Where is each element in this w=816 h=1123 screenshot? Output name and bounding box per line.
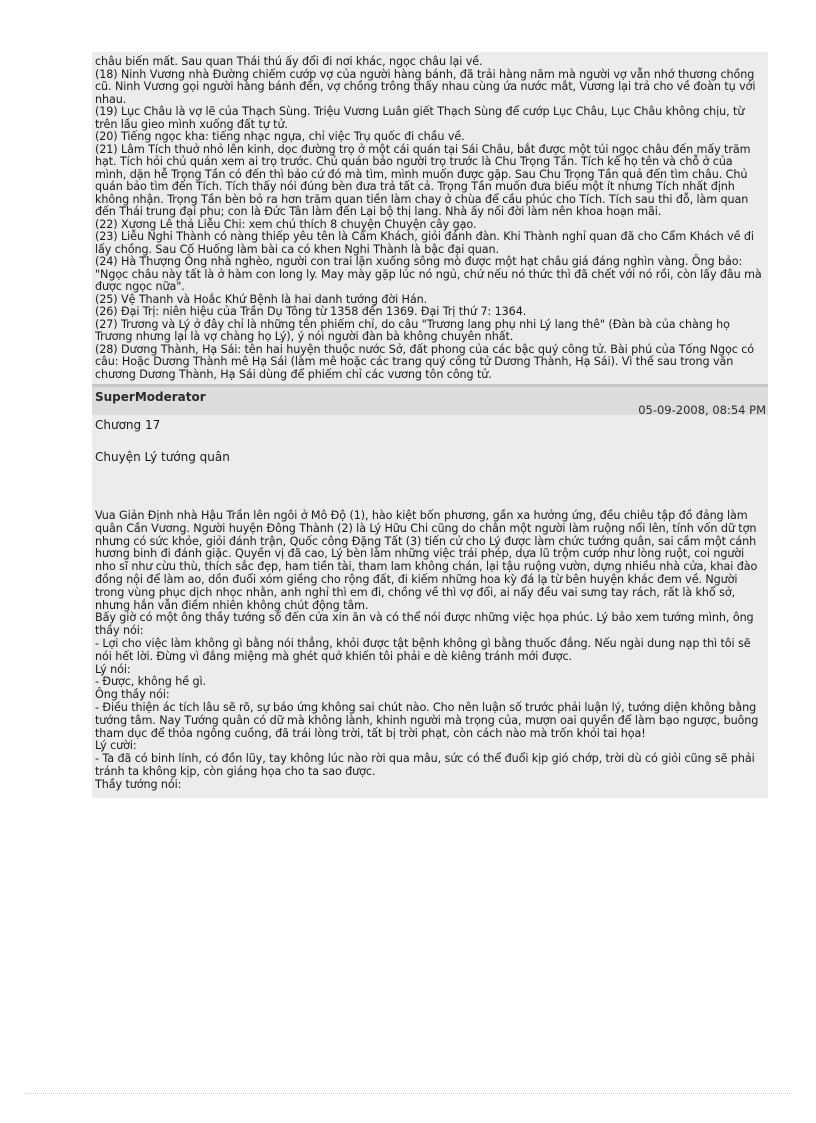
story-text: [95, 510, 766, 792]
post-author-name[interactable]: SuperModerator: [95, 390, 206, 404]
forum-content-panel: [92, 52, 768, 798]
chapter-heading: Chương 17: [95, 418, 161, 432]
footnote-paragraph: (24) Hà Thượng Ông nhà nghèo, người con trai lặn xuống sông mò được một hạt châu giá đáng nghìn vàng. Ông bảo: "Ngọc châu này tất là ở hàm con long ly. May mày gặp lúc nó ngủ, chứ nếu nó thức thì đã chết với nó rồi, còn lấy đâu mà được ngọc nữa".: [95, 255, 762, 293]
footnote-paragraph: (27) Trương và Lý ở đây chỉ là những tên phiếm chỉ, do câu "Trương lang phụ nhi Lý lang thê" (Đàn bà của chàng họ Trương nhưng lại là vợ chàng họ Lý), ý nói người đàn bà không chuyên nhất.: [95, 317, 730, 343]
footnote-paragraph: châu biến mất. Sau quan Thái thú ấy đổi đi nơi khác, ngọc châu lại về.: [95, 55, 483, 68]
post-date: 05-09-2008, 08:54 PM: [638, 403, 766, 417]
footnote-paragraph: (20) Tiếng ngọc kha: tiếng nhạc ngựa, chỉ việc Trụ quốc đi chầu về.: [95, 130, 465, 143]
page-footer-divider: [24, 1093, 792, 1094]
story-paragraph: - Lợi cho việc làm không gì bằng nói thẳng, khỏi được tật bệnh không gì bằng thuốc đắng. Nếu ngài dung nạp thì tôi sẽ nói hết lời. Đừng vì đắng miệng mà ghét quở khiến tôi phải e dè kiêng tránh mới được.: [95, 636, 751, 663]
footnote-paragraph: (21) Lâm Tích thuở nhỏ lên kinh, dọc đường trọ ở một cái quán tại Sái Châu, bắt được một túi ngọc châu đến mấy trăm hạt. Tích hỏi chủ quán xem ai trọ trước. Chủ quán bảo người trọ trước là Chu Trọng Tần. Tích kể họ tên và chỗ ở của mình, dặn hễ Trọng Tần có đến thì bảo cứ đó mà tìm, mình muốn được gặp. Sau Chu Trọng Tần quả đến tìm châu. Chủ quán bảo tìm đến Tích. Tích thấy nói đúng bèn đưa trả tất cả. Trọng Tần muốn đưa biếu một ít nhưng Tích nhất định không nhận. Trọng Tần bèn bỏ ra hơn trăm quan tiền làm chay ở chùa để cầu phúc cho Tích. Tích sau thi đỗ, làm quan đến Thái trung đại phu; con là Đức Tân làm đến Lại bộ thị lang. Nhà ấy nối đời làm nên khoa hoạn mãi.: [95, 142, 751, 218]
story-paragraph: Bấy giờ có một ông thầy tướng số đến cửa xin ăn và có thể nói được những việc họa phúc. Lý bảo xem tướng mình, ông thầy nói:: [95, 611, 754, 638]
footnote-paragraph: (23) Liễu Nghi Thành có nàng thiếp yêu tên là Cẩm Khách, giỏi đánh đàn. Khi Thành nghỉ quan đã cho Cẩm Khách về đi lấy chồng. Sau Cố Huống làm bài ca có khen Nghi Thành là bậc đại quan.: [95, 230, 754, 256]
footnote-paragraph: (19) Lục Châu là vợ lẽ của Thạch Sùng. Triệu Vương Luân giết Thạch Sùng để cướp Lục Châu, Lục Châu không chịu, từ trên lầu gieo mình xuống đất tự tử.: [95, 105, 745, 131]
story-paragraph: Lý nói:: [95, 662, 131, 676]
story-paragraph: Thầy tướng nói:: [95, 777, 182, 791]
story-paragraph: - Được, không hề gì.: [95, 675, 206, 689]
story-paragraph: Vua Giản Định nhà Hậu Trần lên ngôi ở Mô Độ (1), hào kiệt bốn phương, gần xa hưởng ứng, đều chiêu tập đồ đảng làm quân Cần Vương. Người huyện Đông Thành (2) là Lý Hữu Chi cũng do chân một người làm ruộng nổi lên, tính vốn dữ tợn nhưng có sức khỏe, giỏi đánh trận, Quốc công Đặng Tất (3) tiến cử cho Lý được làm chức tướng quân, sai cầm một cánh hương binh đi đánh giặc. Quyền vị đã cao, Lý bèn làm những việc trái phép, dựa lũ trộm cướp như lòng ruột, coi người nho sĩ như cừu thù, thích sắc đẹp, ham tiền tài, tham lam không chán, lại tậu ruộng vườn, dựng nhiều nhà cửa, khai đào đồng nội để làm ao, dồn đuổi xóm giềng cho rộng đất, đi kiếm những hoa kỳ đá lạ từ bên huyện khác đem về. Người trong vùng phục dịch nhọc nhằn, anh nghỉ thì em đi, chồng về thì vợ đổi, ai nấy đều vai sưng tay rách, rất là khổ sở, nhưng hắn vẫn điềm nhiên không chút động tâm.: [95, 509, 758, 612]
story-paragraph: Lý cười:: [95, 739, 137, 753]
story-paragraph: Ông thầy nói:: [95, 688, 170, 702]
story-paragraph: - Điều thiện ác tích lâu sẽ rõ, sự báo ứng không sai chút nào. Cho nên luận số trước phải luận lý, tướng diện không bằng tướng tâm. Nay Tướng quân có dữ mà không lành, khinh người mà trọng của, mượn oai quyền để làm bạo ngược, buông tham dục để thỏa ngông cuồng, đã trái lòng trời, tất bị trời phạt, còn cách nào mà trốn khỏi tai họa!: [95, 700, 759, 740]
footnote-paragraph: (28) Dương Thành, Hạ Sái: tên hai huyện thuộc nước Sở, đất phong của các bậc quý công tử. Bài phú của Tống Ngọc có câu: Hoặc Dương Thành mê Hạ Sái (làm mê hoặc các trang quý công tử Dương Thành, Hạ Sái). Vì thế sau trong văn chương Dương Thành, Hạ Sái dùng để phiếm chỉ các vương tôn công tử.: [95, 342, 755, 381]
story-title: Chuyện Lý tướng quân: [95, 450, 230, 464]
story-paragraph: - Ta đã có binh lính, có đồn lũy, tay không lúc nào rời qua mâu, sức có thể đuổi kịp gió chớp, trời dù có giỏi cũng sẽ phải tránh ta không kịp, còn giáng họa cho ta sao được.: [95, 752, 755, 778]
post-body: [92, 415, 768, 798]
post-header: [92, 384, 768, 415]
footnote-paragraph: (22) Xương Lê thả Liễu Chi: xem chú thích 8 chuyện Chuyện cây gạo.: [95, 217, 477, 231]
footnote-paragraph: (26) Đại Trị: niên hiệu của Trần Dụ Tông từ 1358 đến 1369. Đại Trị thứ 7: 1364.: [95, 305, 527, 318]
footnotes-section: [92, 52, 768, 384]
footnote-paragraph: (25) Vệ Thanh và Hoắc Khứ Bệnh là hai danh tướng đời Hán.: [95, 292, 428, 306]
footnote-paragraph: (18) Ninh Vương nhà Đường chiếm cướp vợ của người hàng bánh, đã trải hàng năm mà người vợ vẫn nhớ thương chồng cũ. Ninh Vương gọi người hàng bánh đến, vợ chồng trông thấy nhau cùng ứa nước mắt, Vương lại trả cho về đoàn tụ với nhau.: [95, 67, 756, 106]
